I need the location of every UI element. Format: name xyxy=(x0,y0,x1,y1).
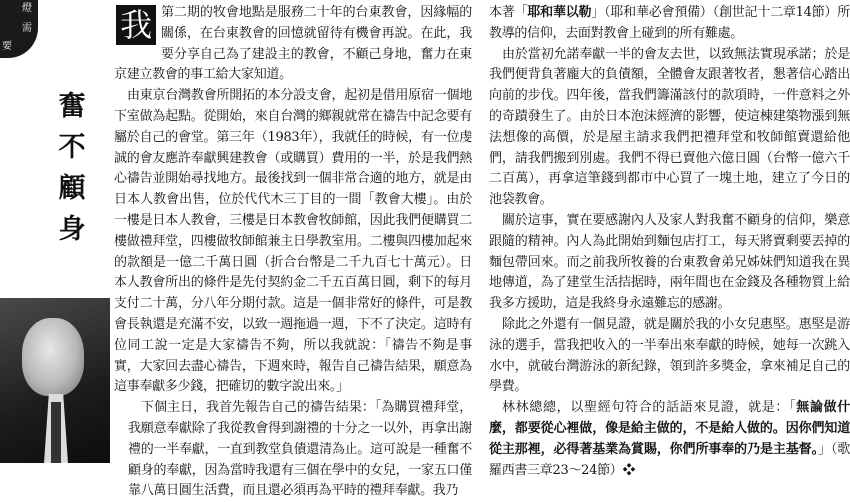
faith-quote: 耶和華以勒 xyxy=(527,5,592,20)
conclusion-quote: 無論做什麼，都要從心裡做，像是給主做的，不是給人做的。因你們知道從主那裡，必得著基業為賞賜，你們所事奉的乃是主基督。 xyxy=(489,400,850,457)
corner-char-1: 燈 xyxy=(22,3,32,14)
title-char-2: 不 xyxy=(58,132,86,163)
conclusion-prefix: 林林總總，以聖經句符合的話語來見證，就是：「 xyxy=(502,400,797,416)
paragraph-conclusion xyxy=(489,398,850,481)
paragraph-intro: 第二期的牧會地點是服務二十年的台東教會，因緣幅的關係，在台東教會的回憶就留待有機會再說。在此，我要分享自己為了建設主的教會，不顧己身地，奮力在東京建立教會的事工給大家知道。 xyxy=(114,5,472,83)
article-title xyxy=(52,86,92,250)
corner-tab xyxy=(0,0,38,58)
conclusion-end: 」（歌羅西書三章23～24節）❖ xyxy=(489,441,850,478)
drop-cap: 我 xyxy=(116,5,156,45)
author-face xyxy=(22,318,84,396)
title-char-1: 奮 xyxy=(58,91,86,122)
title-char-3: 顧 xyxy=(58,173,86,204)
paragraph-daughter: 除此之外還有一個見證，就是關於我的小女兒惠堅。惠堅是游泳的選手，當我把收入的一半奉出來奉獻的時候，她每一次跳入水中，就破台灣游泳的新紀錄，領到許多獎金，拿來補足自己的學費。 xyxy=(489,316,850,395)
paragraph-faith xyxy=(489,3,850,45)
corner-char-3: 要 xyxy=(2,41,12,52)
corner-char-2: 需 xyxy=(22,23,32,34)
text-column-1 xyxy=(114,3,472,502)
text-column-2 xyxy=(489,3,850,481)
paragraph-thanks: 關於這事，實在要感謝內人及家人對我奮不顧身的信仰，樂意跟隨的精神。內人為此開始到麵包店打工，每天將賣剩要丟掉的麵包帶回來。而之前我所牧養的台東教會弟兄姊妹們知道我在異地傳道，為了建堂生活拮据時，兩年間也在金錢及各種物質上給我多方援助，這是我終身永遠難忘的感謝。 xyxy=(489,212,850,312)
faith-rest: 」（耶和華必會預備）（創世記十二章14節）所教導的信仰，去面對教會上碰到的所有難處。 xyxy=(489,5,850,41)
faith-prefix: 本著「 xyxy=(489,5,528,20)
author-tie xyxy=(51,402,61,463)
paragraph-offering: 下個主日，我首先報告自己的禱告結果：「為購買禮拜堂，我願意奉獻除了我從教會得到謝禮的十分之一以外，再拿出謝禮的一半奉獻，一直到教堂負債還清為止。這可說是一種奮不顧身的奉獻，因為當時我還有三個在學中的女兒，一家五口僅靠八萬日圓生活費，而且還必須再為平時的禮拜奉獻。我乃 xyxy=(128,400,472,499)
author-photo xyxy=(0,298,110,463)
paragraph-church-purchase: 由東京台灣教會所開拓的本分設支會，起初是借用原宿一個地下室做為起點。從開始，來自台灣的鄉親就常在禱告中記念要有屬於自己的會堂。第三年（1983年），我就任的時候，有一位虔誠的會友應許奉獻興建教會（或購買）費用的一半，於是我們熱心禱告並開始尋找地方。最後找到一個非常合適的地方，就是由日本人教會出售，位於代代木三丁目的一間「教會大樓」。由於一樓是日本人教會，三樓是日本教會牧師館，因此我們便購買二樓做禮拜堂，四樓做牧師館兼主日學教室用。二樓與四樓加起來的款額是一億二千萬日圓（折合台幣是二千九百七十萬元）。日本人教會所出的條件是先付契約金二千五百萬日圓，剩下的每月支付二十萬，分八年分期付款。這是一個非常好的條件，可是教會長執還是充滿不安，以致一週拖過一週，下不了決定。這時有位同工說一定是大家禱告不夠，所以我就說：「禱告不夠是事實，大家回去盡心禱告，下週來時，報告自己禱告結果，願意為這事奉獻多少錢，把確切的數字說出來。」 xyxy=(114,88,472,395)
title-char-4: 身 xyxy=(58,214,86,245)
paragraph-miracle: 由於當初允諾奉獻一半的會友去世，以致無法實現承諾；於是我們便背負著龐大的負債額，全體會友跟著牧者，懇著信心踏出向前的步伐。四年後，當我們籌滿該付的款項時，一件意料之外的奇蹟發生了。由於日本泡沫經濟的影響，使這棟建築物漲到無法想像的高價，於是屋主請求我們把禮拜堂和牧師館賣還給他們，請我們搬到別處。我們不得已賣他六億日圓（台幣一億六千二百萬），再拿這筆錢到都市中心買了一塊土地，建立了今日的池袋教會。 xyxy=(489,46,850,208)
